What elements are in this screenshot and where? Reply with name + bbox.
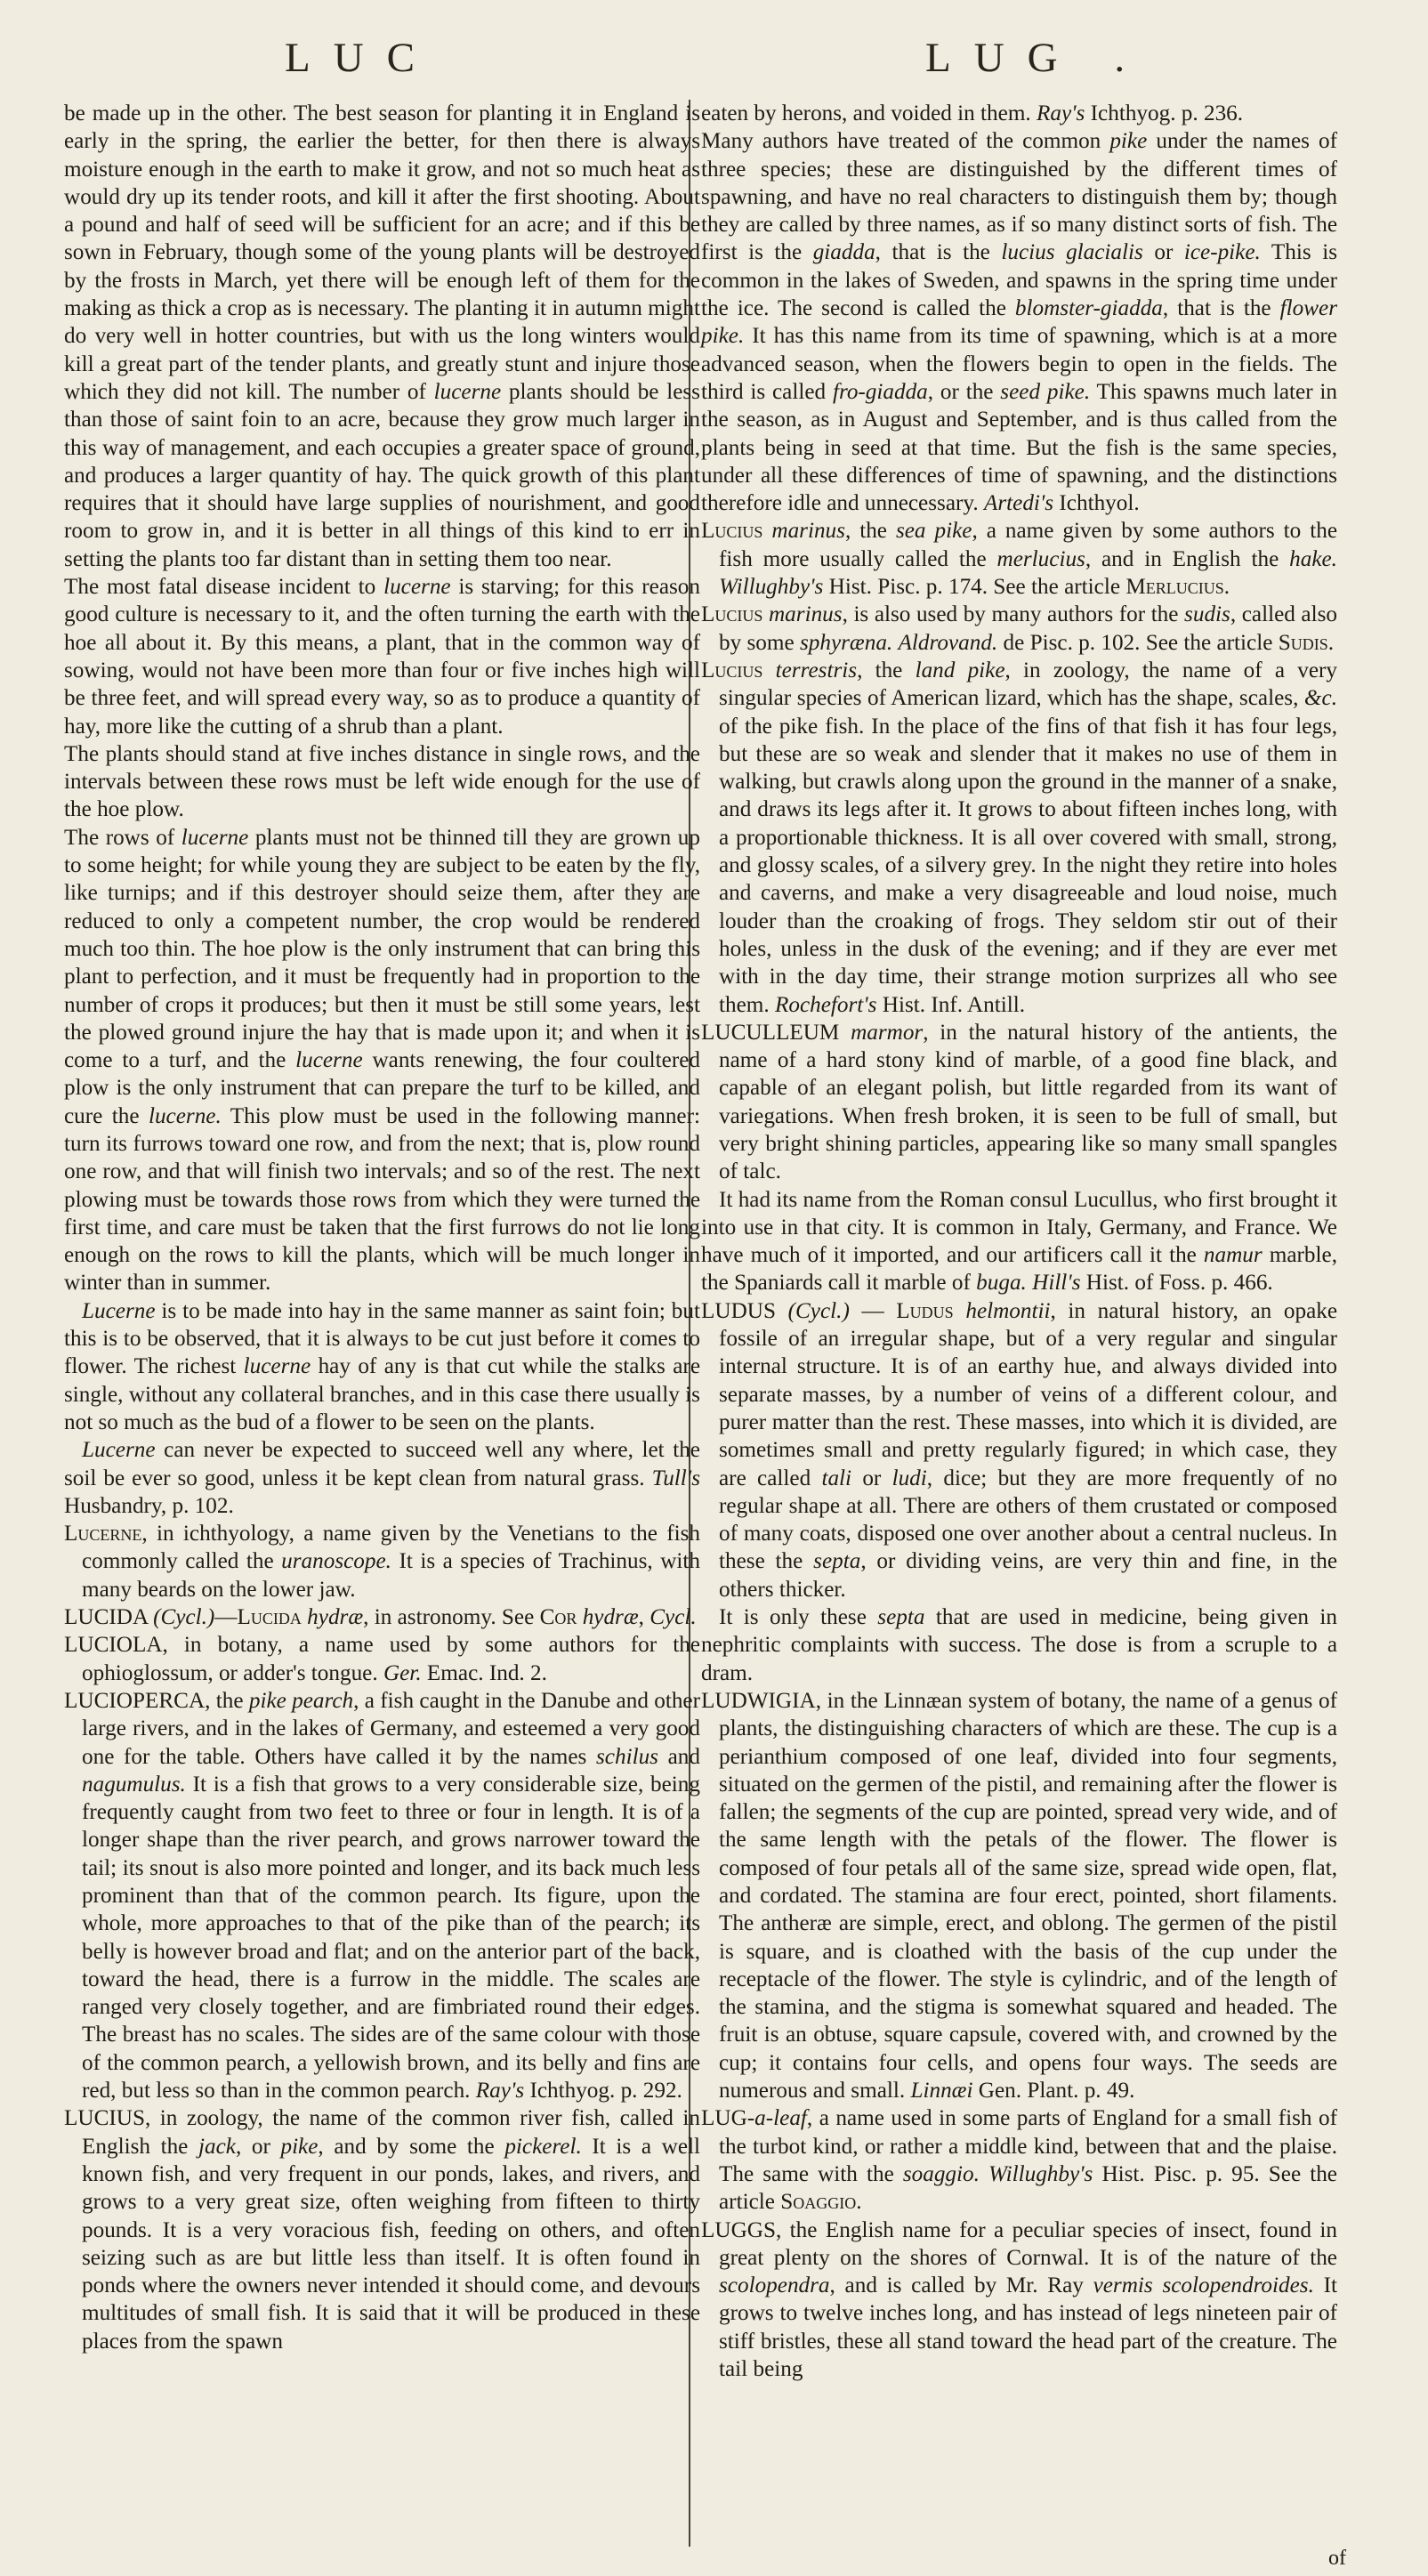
italic-text: hydræ [307, 1605, 364, 1630]
text-run: It is a well known fish, and very frequent in our ponds, lakes, and rivers, and grows to a very great size, often weighing from fifteen to thirty pounds. It is a very voracious fish, feeding on others, and often seizing such as are but little less than itself. It is often found in ponds where the owners never intended it should come, and devours multitudes of small fish. It is said that it will be produced in these places from the spawn [82, 2134, 701, 2354]
text-run: , in ichthyology, a name given by the Venetians to the fish commonly called the [82, 1522, 700, 1574]
small-caps-text: Lucius [701, 658, 763, 682]
italic-text: helmontii [965, 1298, 1051, 1323]
text-run: LUDWIGIA, in the Linnæan system of botany, the name of a genus of plants, the distinguishing characters of which are these. The cup is a perianthium composed of one leaf, divided into four segments, situated on the germen of the pistil, and remaining after the flower is fallen; the segments of the cup are pointed, spread very wide, and of the same length with the petals of the flower. The flower is composed of four petals all of the same size, spread wide open, flat, and cordated. The stamina are four erect, pointed, short filaments. The antheræ are simple, erect, and oblong. The germen of the pistil is square, and is cloathed with the basis of the cup under the receptacle of the flower. The style is cylindric, and of the length of the stamina, and the stigma is somewhat squared and headed. The fruit is an obtuse, square capsule, covered with, and crowned by the cup; it contains four cells, and opens four ways. The seeds are numerous and small. [701, 1688, 1337, 2104]
paragraph [64, 1520, 700, 1603]
text-run: , [638, 1605, 650, 1630]
text-run: LUG- [701, 2106, 755, 2131]
text-run: LUDUS [701, 1298, 788, 1323]
italic-text: ludi [891, 1466, 927, 1490]
text-run: Husbandry, p. 102. [64, 1493, 234, 1518]
text-run: is starving; for this reason good culture is necessary to it, and the often turning the earth with the hoe all about it. By this means, a plant, that in the common way of sowing, would not have been more than four or five inches high will be three feet, and will spread every way, so as to produce a quantity of hay, more like the cutting of a shrub than a plant. [64, 575, 700, 739]
italic-text: namur [1203, 1243, 1263, 1268]
text-run: marble, the Spaniards call it marble of [701, 1243, 1337, 1296]
small-caps-text: Merlucius. [1125, 575, 1230, 600]
text-run: , is also used by many authors for the [842, 602, 1185, 627]
italic-text: a-leaf [754, 2106, 807, 2131]
italic-text: sudis [1184, 602, 1230, 627]
italic-text: ice-pike. [1183, 240, 1261, 265]
italic-text: vermis scolopendroides. [1093, 2273, 1314, 2298]
paragraph [701, 1297, 1337, 1603]
italic-text: Ray's [1037, 101, 1085, 125]
text-run: , a name used in some parts of England for a small fish of the turbot kind, or rather a middle kind, between that and the plaise. The same with the [719, 2106, 1337, 2186]
text-run: and [658, 1744, 700, 1769]
italic-text: hake. [1289, 546, 1337, 571]
paragraph [701, 657, 1337, 1019]
text-run: be made up in the other. The best season for planting it in England is early in the spring, the earlier the better, for then there is always moisture enough in the earth to make it grow, and not so much heat as would dry up its tender roots, and kill it after the first shooting. About a pound and half of seed will be sufficient for an acre; and if this be sown in February, though some of the young plants will be destroyed by the frosts in March, yet there will be enough left of them for the making as thick a crop as is necessary. The planting it in autumn might do very well in hotter countries, but with us the long winters would kill a great part of the tender plants, and greatly stunt and injure those which they did not kill. The number of [64, 101, 700, 404]
paragraph [701, 2217, 1337, 2384]
text-run: wants renewing, the four coultered plow is the only instrument that can prepare the turf to be killed, and cure the [64, 1048, 700, 1128]
italic-text: uranoscope. [281, 1549, 391, 1574]
text-run: eaten by herons, and voided in them. [701, 101, 1037, 125]
paragraph [701, 127, 1337, 517]
italic-text: nagumulus. [82, 1772, 186, 1797]
text-run: LUCIUS, in zoology, the name of the common river fish, called in English the [64, 2106, 700, 2159]
italic-text: Rochefort's [774, 992, 877, 1017]
text-run: , and is called by Mr. Ray [829, 2273, 1093, 2298]
paragraph [64, 1436, 700, 1520]
italic-text: schilus [596, 1744, 658, 1769]
text-run: It had its name from the Roman consul Lucullus, who first brought it into use in that city. It is common in Italy, Germany, and France. We have much of it imported, and our artificers call it the [701, 1187, 1337, 1268]
paragraph [701, 1186, 1337, 1297]
running-head-right: LUG . [925, 35, 1149, 81]
italic-text: marmor [851, 1020, 924, 1045]
paragraph [64, 1603, 700, 1631]
text-run: This spawns much later in the season, as in August and September, and is thus called from the plants being in seed at that time. But the fish is the same species, under all these differences of time of spawning, and the distinctions therefore idle and unnecessary. [701, 379, 1337, 516]
italic-text: lucius glacialis [1001, 240, 1143, 265]
small-caps-text: Soaggio. [780, 2190, 862, 2215]
text-run: de Pisc. p. 102. See the article [997, 630, 1279, 655]
text-run: Hist. Pisc. p. 95. See the article [719, 2161, 1337, 2215]
text-run: , and by some the [318, 2134, 505, 2159]
paragraph [701, 1687, 1337, 2104]
italic-text: blomster-giadda [1014, 296, 1163, 321]
text-run: is to be made into hay in the same manner as saint foin; but this is to be observed, that it is always to be cut just before it comes to flower. The richest [64, 1298, 700, 1379]
italic-text: sphyræna. [799, 630, 893, 655]
left-column [64, 100, 700, 2355]
italic-text: Cycl. [649, 1605, 697, 1630]
italic-text: Lucerne [82, 1298, 156, 1323]
italic-text: terrestris [775, 658, 858, 682]
small-caps-text: Ludus [896, 1298, 954, 1323]
text-run: , that is the [875, 240, 1002, 265]
italic-text: tali [821, 1466, 852, 1490]
italic-text: lucerne [433, 379, 502, 404]
text-run: , the [844, 519, 896, 544]
running-head-left: LUC [285, 35, 438, 81]
text-run: , or dividing veins, are very thin and fine, in the others thicker. [719, 1549, 1338, 1602]
small-caps-text: Lucius [701, 602, 763, 627]
text-run: It has this name from its time of spawning, which is at a more advanced season, when the flowers begin to open in the fields. The third is called [701, 324, 1337, 404]
italic-text: lucerne [295, 1048, 363, 1073]
italic-text: buga. [976, 1271, 1027, 1296]
italic-text: fro-giadda [832, 379, 928, 404]
text-run: It grows to twelve inches long, and has instead of legs nineteen pair of stiff bristles, these all stand toward the head part of the creature. The tail being [719, 2273, 1338, 2382]
italic-text: flower pike. [701, 296, 1337, 349]
paragraph [701, 1019, 1337, 1186]
text-run: Ichthyog. p. 236. [1085, 101, 1244, 125]
small-caps-text: Cor [539, 1605, 577, 1630]
text-run: This plow must be used in the following manner: turn its furrows toward one row, and from the next; that is, plow round one row, and that will finish two intervals; and so of the rest. The next plowing must be towards those rows from which they were turned the first time, and care must be taken that the first furrows do not lie long enough on the rows to kill the plants, which will be much longer in winter than in summer. [64, 1103, 700, 1296]
italic-text: Aldrovand. [898, 630, 998, 655]
italic-text: (Cycl.) [787, 1298, 850, 1323]
italic-text: Hill's [1032, 1271, 1081, 1296]
italic-text: soaggio. [902, 2161, 980, 2186]
paragraph [64, 1297, 700, 1436]
text-run: Ichthyol. [1053, 491, 1140, 516]
small-caps-text: Lucida [237, 1605, 302, 1630]
text-run: plants must not be thinned till they are grown up to some height; for while young they are subject to be eaten by the fly, like turnips; and if this destroyer should seize them, after they are reduced to only a competent number, the crop would be rendered much too thin. The hoe plow is the only instrument that can bring this plant to perfection, and it must be frequently had in proportion to the number of crops it produces; but then it must be still some years, lest the plowed ground injure the hay that is made upon it; and when it is come to a turf, and the [64, 825, 700, 1073]
text-run: Ichthyog. p. 292. [524, 2079, 682, 2104]
text-run: , in the natural history of the antients, the name of a hard stony kind of marble, of a good fine black, and capable of an elegant polish, but little regarded from its want of variegations. When fresh broken, it is seen to be full of small, but very bright shining particles, appearing like so many small spangles of talc. [719, 1020, 1337, 1184]
text-run: Many authors have treated of the common [701, 129, 1110, 154]
italic-text: lucerne [243, 1354, 311, 1379]
text-run: , in zoology, the name of a very singular species of American lizard, which has the shape, scales, [719, 658, 1337, 711]
text-run: LUCULLEUM [701, 1020, 851, 1045]
text-run: or [851, 1466, 892, 1490]
italic-text: Linnæi [910, 2079, 973, 2104]
text-run: , or [235, 2134, 281, 2159]
italic-text: marinus [768, 602, 843, 627]
text-run: hay of any is that cut while the stalks are single, without any collateral branches, and in this case there usually is not so much as the bud of a flower to be seen on the plants. [64, 1354, 700, 1434]
italic-text: Willughby's [988, 2161, 1093, 2186]
text-run [954, 1299, 966, 1323]
italic-text: &c. [1303, 686, 1337, 711]
text-run: LUCIOLA, in botany, a name used by some authors for the ophioglossum, or adder's tongue. [64, 1633, 700, 1685]
text-run: LUCIDA [64, 1605, 154, 1630]
text-run: — [214, 1605, 238, 1630]
italic-text: Willughby's [719, 575, 824, 600]
paragraph [701, 2104, 1337, 2216]
text-run: The rows of [64, 825, 182, 850]
paragraph [64, 573, 700, 740]
text-run: Emac. Ind. 2. [421, 1660, 547, 1685]
text-run: The most fatal disease incident to [64, 575, 384, 600]
italic-text: Artedi's [983, 491, 1054, 516]
italic-text: sea pike [895, 519, 972, 544]
paragraph [701, 517, 1337, 601]
italic-text: jack [198, 2134, 236, 2159]
text-run: or [1142, 240, 1184, 265]
italic-text: land pike [915, 658, 1005, 682]
paragraph [64, 2104, 700, 2355]
italic-text: hydræ [582, 1605, 639, 1630]
italic-text: lucerne. [148, 1103, 222, 1128]
italic-text: pickerel. [504, 2134, 582, 2159]
paragraph [701, 601, 1337, 657]
text-run: of the pike fish. In the place of the fins of that fish it has four legs, but these are so weak and slender that it makes no use of them in walking, but crawls along upon the ground in the manner of a snake, and draws its legs after it. It grows to about fifteen inches long, with a proportionable thickness. It is all over covered with small, strong, and glossy scales, of a silvery grey. In the night they retire into holes and caverns, and make a very disagreeable and loud noise, much louder than the croaking of frogs. They seldom stir out of their holes, unless in the dusk of the evening; and if they are ever met with in the day time, their strange motion surprizes all who see them. [719, 714, 1337, 1017]
text-run: , called also by some [719, 602, 1337, 655]
text-run [762, 519, 771, 543]
paragraph [64, 740, 700, 824]
italic-text: (Cycl.) [153, 1605, 215, 1630]
text-run: , that is the [1162, 296, 1280, 321]
italic-text: pike [280, 2134, 319, 2159]
text-run: It is only these [719, 1605, 878, 1630]
italic-text: scolopendra [719, 2273, 830, 2298]
text-run: , in astronomy. See [363, 1605, 540, 1630]
text-run: , the [857, 658, 916, 682]
text-run: LUGGS, the English name for a peculiar species of insect, found in great plenty on the shores of Cornwal. It is of the nature of the [701, 2217, 1337, 2270]
text-run: , dice; but they are more frequently of no regular shape at all. There are others of them crustated or composed of many coats, disposed one over another about a central nucleus. In these the [719, 1466, 1338, 1574]
text-run: Hist. Inf. Antill. [876, 992, 1026, 1017]
paragraph [64, 1631, 700, 1687]
right-column [701, 100, 1337, 2383]
italic-text: seed pike. [1000, 379, 1091, 404]
italic-text: Lucerne [82, 1438, 156, 1463]
text-run: , or the [927, 379, 1001, 404]
text-run: It is a fish that grows to a very considerable size, being frequently caught from two feet to three or four in length. It is of a longer shape than the river pearch, and grows narrower toward the tail; its snout is also more pointed and longer, and its back much less prominent than that of the common pearch. Its figure, upon the whole, more approaches to that of the pike than of the pearch; its belly is however broad and flat; and on the anterior part of the back, toward the head, there is a furrow in the middle. The scales are ranged very closely together, and are fimbriated round their edges. The breast has no scales. The sides are of the same colour with those of the common pearch, a yellowish brown, and its belly and fins are red, but less so than in the common pearch. [82, 1772, 700, 2104]
text-run: This is common in the lakes of Sweden, and spawns in the spring time under the ice. The second is called the [701, 240, 1338, 321]
text-run: that are used in medicine, being given in nephritic complaints with success. The dose is from a scruple to a dram. [701, 1605, 1337, 1685]
small-caps-text: Lucerne [64, 1522, 142, 1546]
text-run: It is a species of Trachinus, with many beards on the lower jaw. [82, 1549, 700, 1602]
text-run [762, 602, 769, 626]
text-run: , a name given by some authors to the fish more usually called the [719, 519, 1337, 571]
paragraph [701, 1603, 1337, 1687]
text-run: Hist. Pisc. p. 174. See the article [823, 575, 1126, 600]
text-run: The plants should stand at five inches distance in single rows, and the intervals between these rows must be left wide enough for the use of the hoe plow. [64, 741, 700, 822]
italic-text: septa [813, 1549, 861, 1574]
italic-text: pike pearch [248, 1688, 354, 1713]
text-run: , in natural history, an opake fossile of an irregular shape, but of a very regular and singular internal structure. It is of an earthy hue, and always divided into separate masses, by a number of veins of a different colour, and purer matter than the rest. These masses, into which it is divided, are sometimes small and pretty regularly figured; in which case, they are called [719, 1298, 1338, 1490]
italic-text: pike [1109, 129, 1148, 154]
text-run: , and in English the [1085, 546, 1290, 571]
text-run: under the names of three species; these are distinguished by the different times of spawning, and have no real characters to distinguish them by; though they are called by three names, as if so many distinct sorts of fish. The first is the [701, 129, 1337, 265]
italic-text: septa [877, 1605, 925, 1630]
italic-text: Ger. [383, 1660, 422, 1685]
text-run [980, 2162, 988, 2186]
small-caps-text: Sudis. [1278, 630, 1334, 655]
paragraph [64, 100, 700, 573]
text-run: plants should be less than those of saint foin to an acre, because they grow much larger in this way of management, and each occupies a greater space of ground, and produces a larger quantity of hay. The quick growth of this plant requires that it should have large supplies of nourishment, and good room to grow in, and it is better in all things of this kind to err in setting the plants too far distant than in setting them too near. [64, 379, 700, 571]
italic-text: lucerne [383, 575, 451, 600]
italic-text: Tull's [651, 1466, 700, 1490]
italic-text: giadda [812, 240, 875, 265]
paragraph [64, 1687, 700, 2104]
text-run [762, 658, 775, 682]
text-run: LUCIOPERCA, the [64, 1688, 249, 1713]
catchword: of [1328, 2547, 1346, 2570]
italic-text: merlucius [996, 546, 1085, 571]
text-run: Gen. Plant. p. 49. [972, 2079, 1135, 2104]
text-run: Hist. of Foss. p. 466. [1080, 1271, 1273, 1296]
text-run: — [849, 1298, 897, 1323]
text-run: , a fish caught in the Danube and other large rivers, and in the lakes of Germany, and esteemed a very good one for the table. Others have called it by the names [82, 1688, 700, 1769]
italic-text: Ray's [475, 2079, 525, 2104]
italic-text: marinus [771, 519, 845, 544]
italic-text: lucerne [181, 825, 249, 850]
paragraph [64, 824, 700, 1297]
paragraph [701, 100, 1337, 127]
text-run: can never be expected to succeed well any where, let the soil be ever so good, unless it be kept clean from natural grass. [64, 1438, 700, 1490]
small-caps-text: Lucius [701, 519, 763, 544]
